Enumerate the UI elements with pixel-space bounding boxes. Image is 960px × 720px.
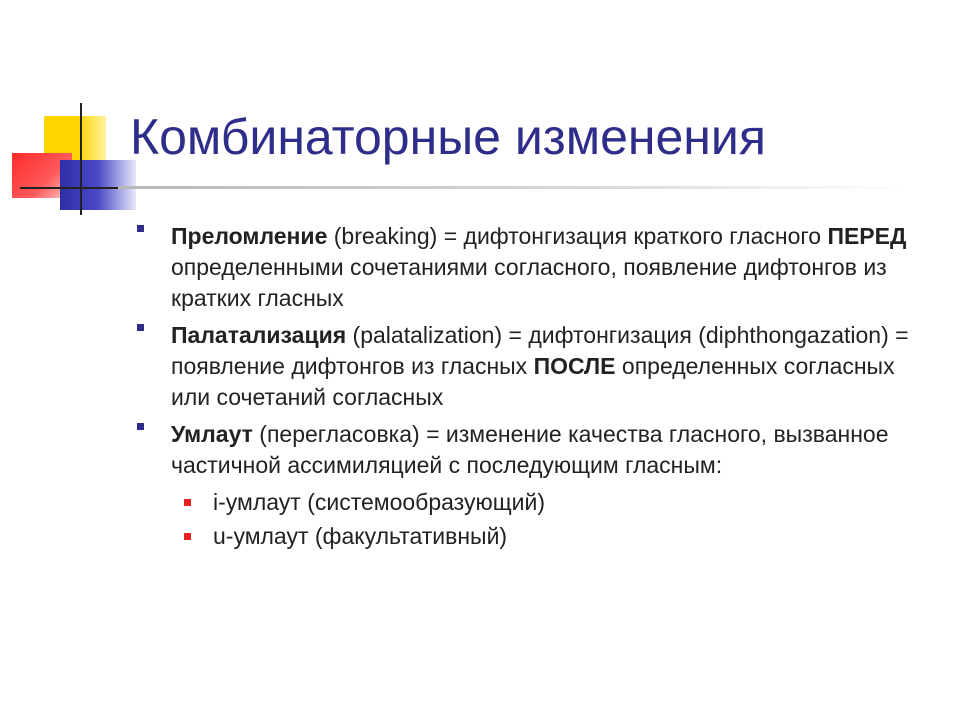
bullet-text: (перегласовка) = изменение качества гласного, вызванное частичной ассимиляцией с последующим гласным: <box>171 421 889 478</box>
sub-bullet-i-umlaut <box>134 487 934 518</box>
square-bullet-icon <box>137 423 144 430</box>
emphasis-before: ПЕРЕД <box>827 223 907 249</box>
bullet-text: определенных согласных или сочетаний согласных <box>171 353 895 410</box>
term-umlaut: Умлаут <box>171 421 253 447</box>
bullet-text: (palatalization) = дифтонгизация (diphthongazation) = появление дифтонгов из гласных <box>171 322 909 379</box>
slide-content <box>134 221 934 552</box>
vertical-line-decoration <box>80 103 82 215</box>
slide-title: Комбинаторные изменения <box>130 109 766 165</box>
bullet-umlaut <box>134 419 934 481</box>
term-palatalization: Палатализация <box>171 322 347 348</box>
bullet-breaking <box>134 221 934 314</box>
term-breaking: Преломление <box>171 223 328 249</box>
red-square-bullet-icon <box>184 499 191 506</box>
red-square-bullet-icon <box>184 533 191 540</box>
decorative-squares <box>0 0 140 230</box>
sub-bullet-text: i-умлаут (системообразующий) <box>213 489 545 515</box>
bullet-palatalization <box>134 320 934 413</box>
sub-bullet-text: u-умлаут (факультативный) <box>213 523 508 549</box>
title-underline <box>118 186 908 189</box>
square-bullet-icon <box>137 225 144 232</box>
square-bullet-icon <box>137 324 144 331</box>
sub-bullet-u-umlaut <box>134 521 934 552</box>
blue-square-decoration <box>60 160 136 210</box>
emphasis-after: ПОСЛЕ <box>533 353 616 379</box>
bullet-text: (breaking) = дифтонгизация краткого гласного <box>327 223 828 249</box>
bullet-text: определенными сочетаниями согласного, появление дифтонгов из кратких гласных <box>171 254 887 311</box>
